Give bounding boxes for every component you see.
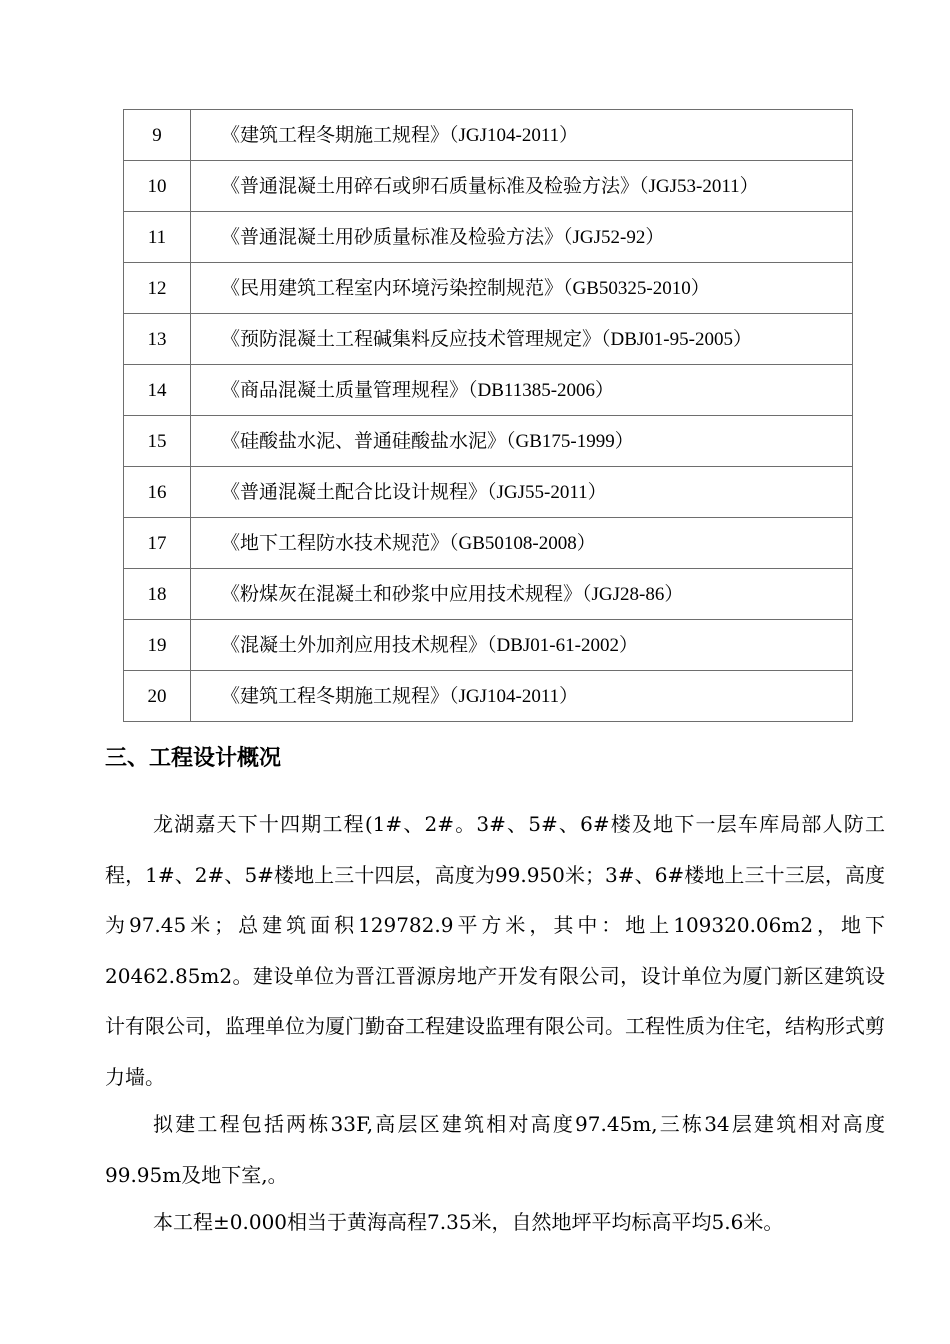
standard-name (191, 416, 853, 467)
standard-title: 《地下工程防水技术规范》 (221, 531, 450, 554)
standard-code: （GB50108-2008） (449, 532, 596, 554)
standard-name (191, 620, 853, 671)
paragraph-elevation: 本工程±0.000相当于黄海高程7.35米，自然地坪平均标高平均5.6米。 (153, 1210, 784, 1234)
standards-table (123, 109, 853, 722)
standard-title: 《普通混凝土用碎石或卵石质量标准及检验方法》 (221, 174, 640, 197)
row-number: 16 (124, 467, 191, 518)
standard-name (191, 467, 853, 518)
standard-code: （DB11385-2006） (468, 379, 615, 401)
table-row (124, 518, 853, 569)
standard-code: （JGJ28-86） (582, 583, 684, 605)
standard-code: （DBJ01-61-2002） (487, 634, 638, 656)
row-number: 9 (124, 110, 191, 161)
table-row (124, 161, 853, 212)
row-number: 17 (124, 518, 191, 569)
standard-title: 《民用建筑工程室内环境污染控制规范》 (221, 276, 564, 299)
standard-title: 《普通混凝土配合比设计规程》 (221, 480, 488, 503)
row-number: 10 (124, 161, 191, 212)
row-number: 20 (124, 671, 191, 722)
standard-name (191, 161, 853, 212)
table-row (124, 416, 853, 467)
table-row (124, 671, 853, 722)
standard-code: （JGJ52-92） (563, 226, 665, 248)
row-number: 12 (124, 263, 191, 314)
standard-title: 《建筑工程冬期施工规程》 (221, 123, 450, 146)
standard-code: （GB50325-2010） (563, 277, 710, 299)
standard-title: 《硅酸盐水泥、普通硅酸盐水泥》 (221, 429, 507, 452)
table-row (124, 569, 853, 620)
standard-name (191, 671, 853, 722)
standard-name (191, 314, 853, 365)
standard-title: 《商品混凝土质量管理规程》 (221, 378, 469, 401)
standard-code: （JGJ104-2011） (449, 124, 579, 146)
standard-title: 《粉煤灰在混凝土和砂浆中应用技术规程》 (221, 582, 583, 605)
table-row (124, 365, 853, 416)
standard-title: 《混凝土外加剂应用技术规程》 (221, 633, 488, 656)
standard-name (191, 518, 853, 569)
standard-name (191, 212, 853, 263)
section-heading: 三、工程设计概况 (105, 746, 282, 771)
standard-code: （JGJ53-2011） (639, 175, 759, 197)
standards-table-body (124, 110, 853, 722)
standard-title: 《建筑工程冬期施工规程》 (221, 684, 450, 707)
row-number: 18 (124, 569, 191, 620)
standard-code: （JGJ55-2011） (487, 481, 607, 503)
standard-name (191, 263, 853, 314)
standard-name (191, 365, 853, 416)
standard-code: （JGJ104-2011） (449, 685, 579, 707)
standard-title: 《预防混凝土工程碱集料反应技术管理规定》 (221, 327, 602, 350)
table-row (124, 314, 853, 365)
table-row (124, 110, 853, 161)
row-number: 14 (124, 365, 191, 416)
row-number: 15 (124, 416, 191, 467)
table-row (124, 467, 853, 518)
table-row (124, 263, 853, 314)
standard-code: （GB175-1999） (506, 430, 634, 452)
row-number: 19 (124, 620, 191, 671)
table-row (124, 620, 853, 671)
standard-name (191, 110, 853, 161)
paragraph-overview: 龙湖嘉天下十四期工程(1#、2#。3#、5#、6#楼及地下一层车库局部人防工程，1#、2#、5#楼地上三十四层，高度为99.950米；3#、6#楼地上三十三层，高度为97.45米；总建筑面积129782.9平方米，其中：地上109320.06m2，地下20462.85m2。建设单位为晋江晋源房地产开发有限公司，设计单位为厦门新区建筑设计有限公司，监理单位为厦门勤奋工程建设监理有限公司。工程性质为住宅，结构形式剪力墙。 (105, 812, 885, 1089)
paragraph-buildings: 拟建工程包括两栋33F,高层区建筑相对高度97.45m,三栋34层建筑相对高度99.95m及地下室,。 (105, 1112, 885, 1187)
standard-code: （DBJ01-95-2005） (601, 328, 752, 350)
row-number: 11 (124, 212, 191, 263)
standard-title: 《普通混凝土用砂质量标准及检验方法》 (221, 225, 564, 248)
table-row (124, 212, 853, 263)
standard-name (191, 569, 853, 620)
row-number: 13 (124, 314, 191, 365)
